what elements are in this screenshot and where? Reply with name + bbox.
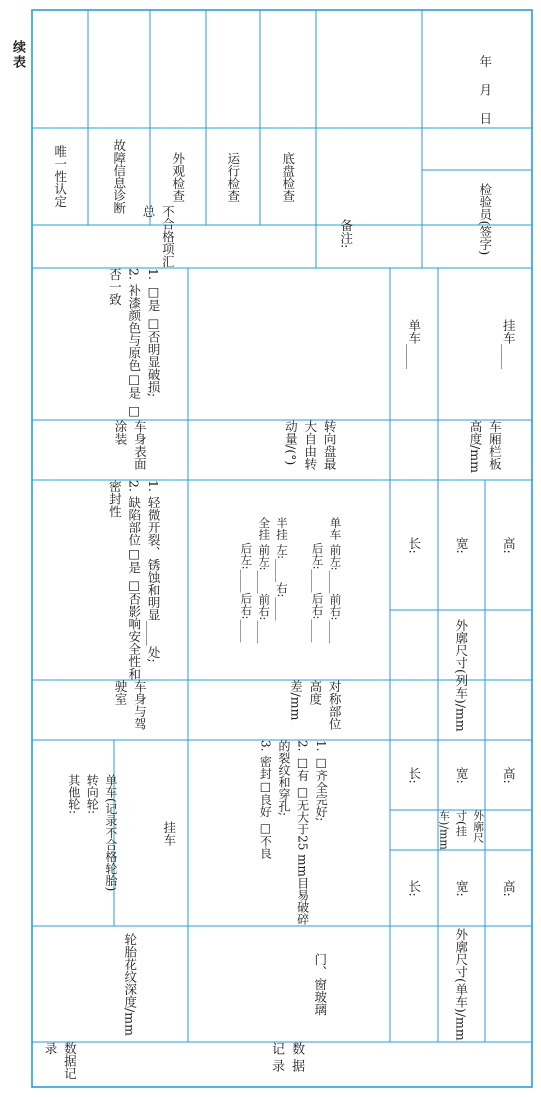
fault-label: 故障信息诊断: [111, 139, 127, 214]
rail-trailer: 挂车____: [501, 319, 517, 369]
rail-label: 车厢栏板高度/mm: [468, 420, 503, 473]
page-title: 续表: [10, 40, 25, 70]
running-label: 运行检查: [225, 151, 241, 202]
cab-label: 车身与驾驶室: [113, 680, 148, 730]
inspector-label: 检验员(签字): [477, 182, 493, 256]
paint-label: 车身表面涂装: [113, 420, 148, 470]
door-label: 门、窗玻璃: [312, 952, 328, 1016]
trailer-height: 高:: [501, 766, 517, 784]
appearance-label: 外观检查: [170, 151, 186, 202]
remark-label: 备注:: [338, 219, 354, 249]
single-length: 长:: [406, 879, 422, 897]
cab-content: 1. 轻微开裂、锈蚀和明显____处; 2. 缺陷部位□是 □否影响安全性和密封性: [107, 480, 162, 680]
steer-label: 转向盘最大自由转动量/(°): [283, 420, 338, 470]
data-record-label: 数据记录: [43, 1042, 78, 1080]
data-record-heading: 数据记录: [269, 1042, 305, 1076]
tread-trailer-content: 挂车: [161, 820, 177, 846]
single-dim-label: 外廓尺寸(单车)/mm: [453, 927, 469, 1041]
date-label: 年 月 日: [477, 55, 493, 125]
rail-single: 单车____: [406, 319, 422, 369]
door-content: 1. □齐全完好; 2. □有 □无大于25 mm目易破碎的裂纹和穿孔; 3. 密封□良好 □不良: [258, 740, 329, 925]
train-height: 高:: [501, 536, 517, 554]
sym-content: 单车 前左:____前右:____ 后左:____后右:____ 半挂 左:____右:____ 全挂 前左:____前右:____ 后左:____后右:____: [239, 516, 343, 644]
train-dim-label: 外廓尺寸(列车)/mm: [453, 618, 469, 732]
trailer-dim-label: 外廓尺寸(挂车)/mm: [437, 810, 485, 850]
train-length: 长:: [406, 536, 422, 554]
trailer-length: 长:: [406, 766, 422, 784]
tread-label: 轮胎花纹深度/mm: [122, 932, 138, 1036]
trailer-width: 宽:: [454, 766, 470, 784]
tread-single-content: 单车(记录不合格轮胎) 转向轮: 其他轮:: [66, 774, 118, 892]
unqualified-summary-label: 不合格项汇总: [141, 205, 176, 268]
paint-content: 1. □是 □否明显破损; 2. 补漆颜色与原色□是 □否一致: [107, 268, 162, 418]
single-height: 高:: [501, 879, 517, 897]
chassis-label: 底盘检查: [280, 151, 296, 202]
train-width: 宽:: [454, 536, 470, 554]
single-width: 宽:: [454, 879, 470, 897]
sym-label: 对称部位高度差/mm: [288, 680, 343, 730]
unique-label: 唯一性认定: [52, 145, 68, 208]
